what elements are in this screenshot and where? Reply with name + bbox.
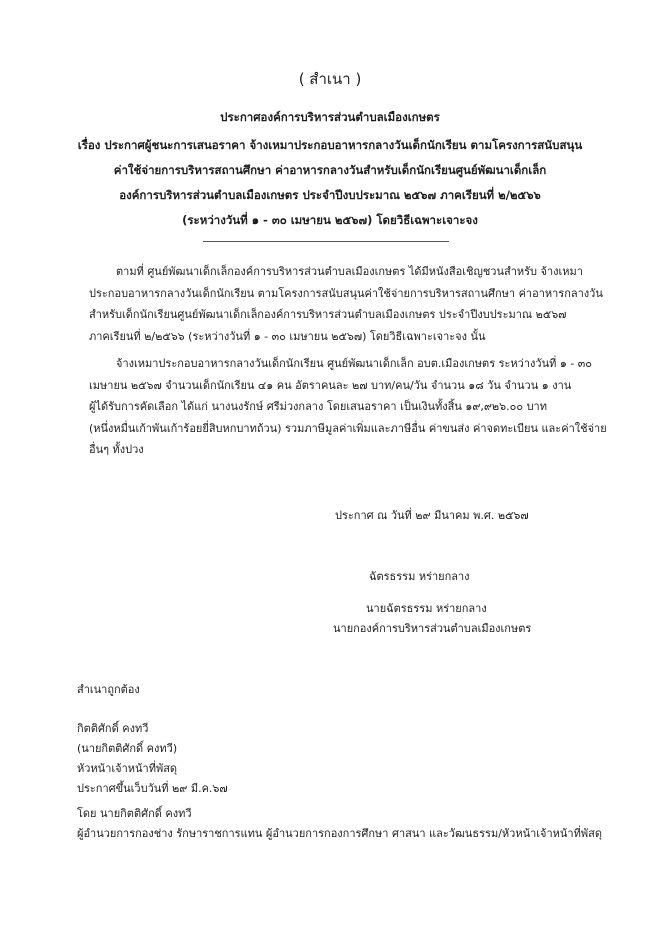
paragraph-line: (หนึ่งหมื่นเก้าพันเก้าร้อยยี่สิบหกบาทถ้วน) รวมภาษีมูลค่าเพิ่มและภาษีอื่น ค่าขนส่ง ค่าจดทะเบียน และค่าใช้จ่าย (89, 421, 607, 435)
mayor-position: นายกองค์การบริหารส่วนตำบลเมืองเกษตร (333, 622, 532, 635)
copy-mark: ( สำเนา ) (298, 70, 362, 88)
agency-heading: ประกาศองค์การบริหารส่วนตำบลเมืองเกษตร (220, 110, 440, 124)
paragraph-announcement (89, 261, 603, 347)
paragraph-line: ตามที่ ศูนย์พัฒนาเด็กเล็กองค์การบริหารส่วนตำบลเมืองเกษตร ได้มีหนังสือเชิญชวนสำหรับ จ้างเหมา (116, 265, 583, 278)
certified-copy-label: สำเนาถูกต้อง (77, 683, 140, 696)
paragraph-award (89, 353, 607, 461)
paragraph-line: เมษายน ๒๕๖๗ จำนวนเด็กนักเรียน ๔๑ คน อัตราคนละ ๒๗ บาท/คน/วัน จำนวน ๑๘ วัน จำนวน ๑ งาน (89, 378, 572, 392)
announce-date: ประกาศ ณ วันที่ ๒๙ มีนาคม พ.ศ. ๒๕๖๗ (335, 509, 529, 522)
paragraph-line: ผู้ได้รับการคัดเลือก ได้แก่ นางนงรักษ์ ศรีม่วงกลาง โดยเสนอราคา เป็นเงินทั้งสิ้น ๑๙,๙๒๖.๐๐ บาท (89, 400, 547, 414)
subject-line-4: (ระหว่างวันที่ ๑ - ๓๐ เมษายน ๒๕๖๗) โดยวิธีเฉพาะเจาะจง (182, 213, 478, 227)
certifier-printed-name: (นายกิตติศักดิ์ คงทวี) (77, 742, 178, 755)
mayor-printed-name: นายฉัตรธรรม หร่ายกลาง (366, 602, 487, 615)
mayor-signature: ฉัตรธรรม หร่ายกลาง (369, 570, 470, 583)
certifier-position: หัวหน้าเจ้าหน้าที่พัสดุ (77, 762, 178, 775)
paragraph-line: จ้างเหมาประกอบอาหารกลางวันเด็กนักเรียน ศูนย์พัฒนาเด็กเล็ก อบต.เมืองเกษตร ระหว่างวันที่ ๑ - ๓๐ (116, 357, 593, 370)
paragraph-line: ภาคเรียนที่ ๒/๒๕๖๖ (ระหว่างวันที่ ๑ - ๓๐ เมษายน ๒๕๖๗) โดยวิธีเฉพาะเจาะจง นั้น (89, 329, 486, 343)
paragraph-line: ประกอบอาหารกลางวันเด็กนักเรียน ตามโครงการสนับสนุนค่าใช้จ่ายการบริหารสถานศึกษา ค่าอาหารกลางวัน (89, 286, 603, 300)
web-posted-date: ประกาศขึ้นเว็บวันที่ ๒๙ มี.ค.๖๗ (77, 782, 228, 795)
subject-line-1: เรื่อง ประกาศผู้ชนะการเสนอราคา จ้างเหมาประกอบอาหารกลางวันเด็กนักเรียน ตามโครงการสนับสนุน (77, 138, 583, 152)
heading-divider (203, 241, 449, 242)
paragraph-line: สำหรับเด็กนักเรียนศูนย์พัฒนาเด็กเล็กองค์การบริหารส่วนตำบลเมืองเกษตร ประจำปีงบประมาณ ๒๕๖๗ (89, 308, 567, 322)
paragraph-line: อื่นๆ ทั้งปวง (89, 443, 144, 457)
subject-line-3: องค์การบริหารส่วนตำบลเมืองเกษตร ประจำปีงบประมาณ ๒๕๖๗ ภาคเรียนที่ ๒/๒๕๖๖ (119, 188, 541, 202)
certifier-signature: กิตติศักดิ์ คงทวี (77, 722, 149, 735)
posted-by-role: ผู้อำนวยการกองช่าง รักษาราชการแทน ผู้อำนวยการกองการศึกษา ศาสนา และวัฒนธรรม/หัวหน้าเจ้าหน้าที่พัสดุ (77, 827, 602, 840)
posted-by: โดย นายกิตติศักดิ์ คงทวี (77, 807, 192, 820)
subject-line-2: ค่าใช้จ่ายการบริหารสถานศึกษา ค่าอาหารกลางวันสำหรับเด็กนักเรียนศูนย์พัฒนาเด็กเล็ก (113, 163, 547, 177)
